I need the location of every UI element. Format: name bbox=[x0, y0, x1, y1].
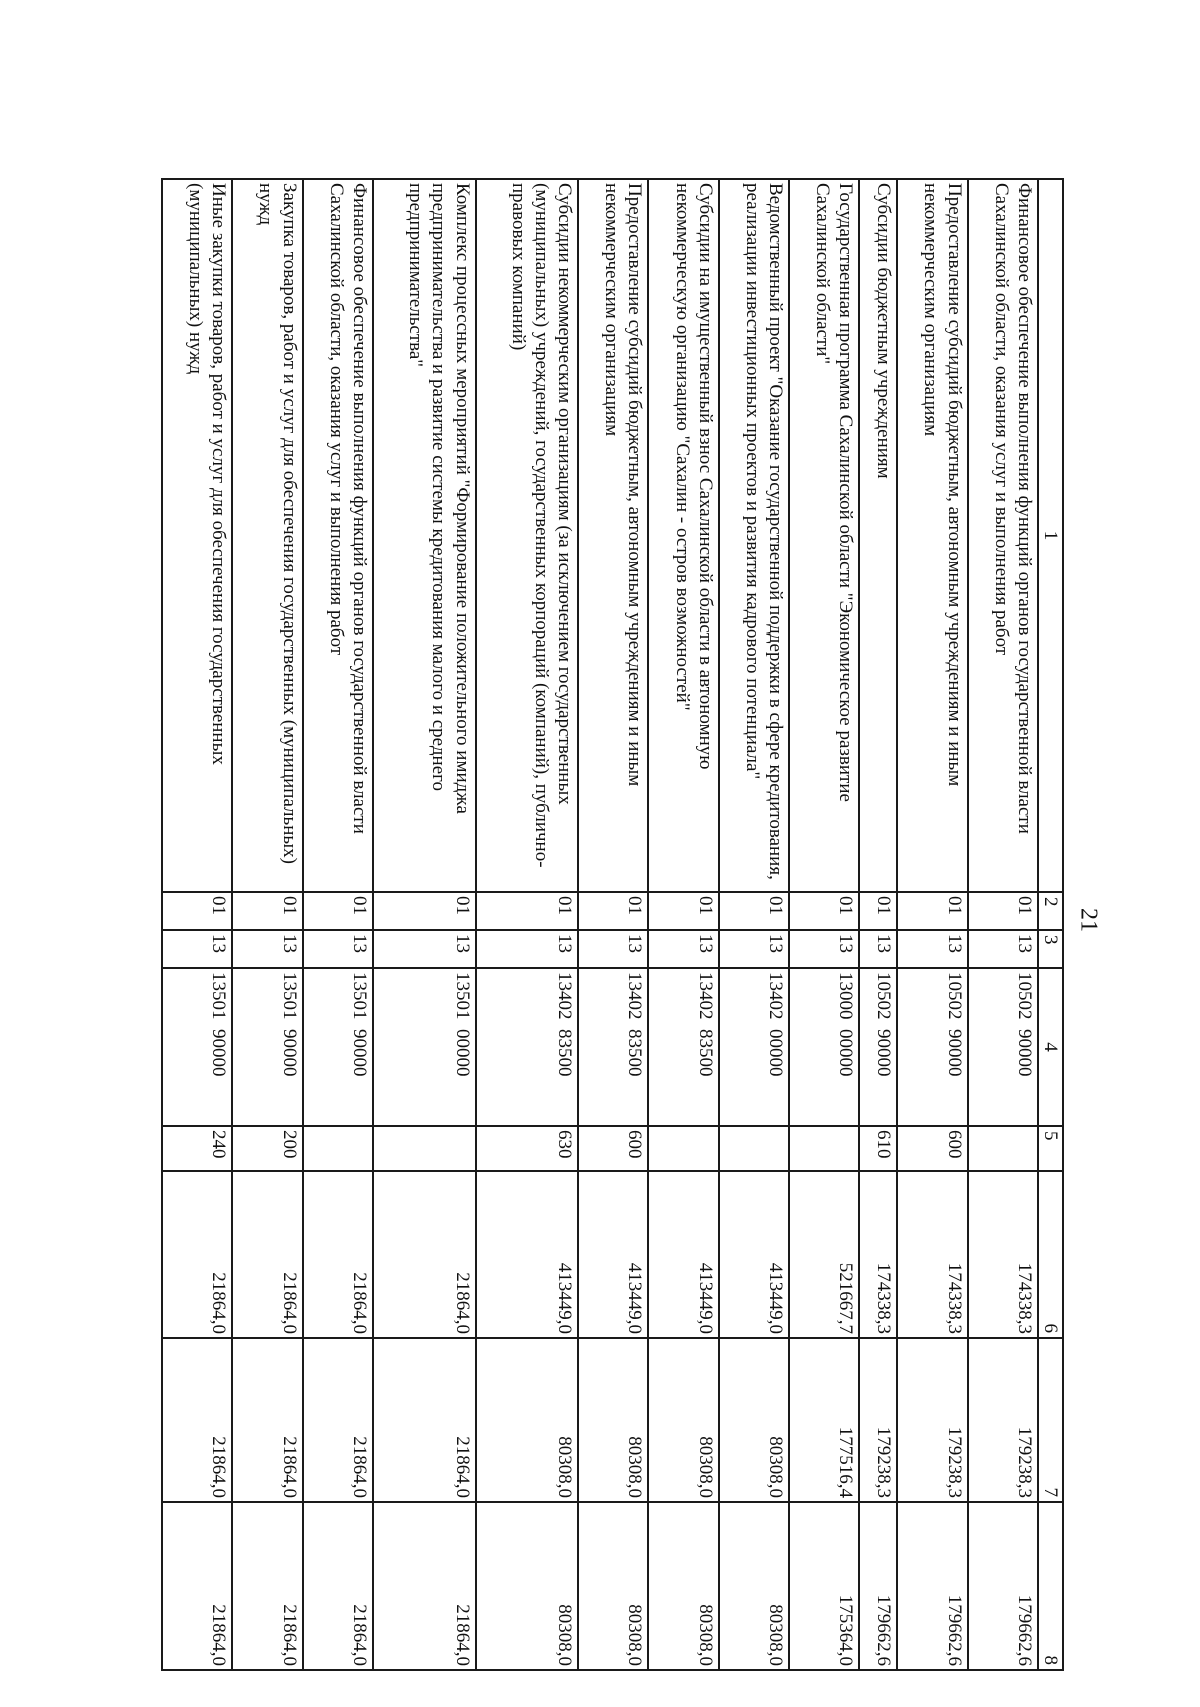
row-target-item: 10502 90000 bbox=[897, 968, 967, 1126]
row-amount-1: 174338,3 bbox=[897, 1171, 967, 1338]
row-subsection: 13 bbox=[476, 930, 579, 968]
row-amount-2: 80308,0 bbox=[476, 1338, 579, 1502]
row-subsection: 13 bbox=[859, 930, 897, 968]
row-amount-2: 179238,3 bbox=[859, 1338, 897, 1502]
row-expense-type bbox=[373, 1126, 476, 1171]
column-header-name: 1 bbox=[1038, 179, 1063, 892]
row-name: Предоставление субсидий бюджетным, автономным учреждениям и иным некоммерческим организациям bbox=[897, 179, 967, 892]
row-amount-1: 521667,7 bbox=[789, 1171, 859, 1338]
table-row bbox=[578, 179, 648, 1670]
row-subsection: 13 bbox=[373, 930, 476, 968]
row-expense-type: 610 bbox=[859, 1126, 897, 1171]
row-section: 01 bbox=[719, 892, 789, 930]
row-amount-2: 21864,0 bbox=[373, 1338, 476, 1502]
table-row bbox=[373, 179, 476, 1670]
row-name: Предоставление субсидий бюджетным, автономным учреждениям и иным некоммерческим организациям bbox=[578, 179, 648, 892]
column-header-amount-2: 7 bbox=[1038, 1338, 1063, 1502]
column-header-expense-type: 5 bbox=[1038, 1126, 1063, 1171]
row-amount-3: 80308,0 bbox=[476, 1502, 579, 1670]
row-section: 01 bbox=[859, 892, 897, 930]
row-amount-1: 413449,0 bbox=[649, 1171, 719, 1338]
row-amount-2: 21864,0 bbox=[232, 1338, 302, 1502]
row-name: Субсидии на имущественный взнос Сахалинской области в автономную некоммерческую организацию "Сахалин - остров возможностей" bbox=[649, 179, 719, 892]
row-name: Ведомственный проект "Оказание государственной поддержки в сфере кредитования, реализации инвестиционных проектов и развития кадрового потенциала" bbox=[719, 179, 789, 892]
row-subsection: 13 bbox=[303, 930, 373, 968]
row-section: 01 bbox=[373, 892, 476, 930]
row-section: 01 bbox=[476, 892, 579, 930]
row-target-item: 13402 83500 bbox=[476, 968, 579, 1126]
table-row bbox=[789, 179, 859, 1670]
row-amount-1: 413449,0 bbox=[476, 1171, 579, 1338]
table-row bbox=[897, 179, 967, 1670]
row-name: Субсидии бюджетным учреждениям bbox=[859, 179, 897, 892]
row-target-item: 13501 00000 bbox=[373, 968, 476, 1126]
table-body bbox=[162, 179, 1038, 1670]
page-number: 21 bbox=[1075, 908, 1102, 932]
row-amount-2: 80308,0 bbox=[649, 1338, 719, 1502]
table-rotator bbox=[161, 178, 1064, 1669]
row-target-item: 13402 83500 bbox=[649, 968, 719, 1126]
row-section: 01 bbox=[162, 892, 232, 930]
table-row bbox=[859, 179, 897, 1670]
row-subsection: 13 bbox=[897, 930, 967, 968]
row-amount-1: 413449,0 bbox=[578, 1171, 648, 1338]
column-header-subsection: 3 bbox=[1038, 930, 1063, 968]
row-amount-3: 80308,0 bbox=[578, 1502, 648, 1670]
row-amount-3: 80308,0 bbox=[719, 1502, 789, 1670]
row-amount-1: 21864,0 bbox=[373, 1171, 476, 1338]
row-amount-2: 177516,4 bbox=[789, 1338, 859, 1502]
column-header-section: 2 bbox=[1038, 892, 1063, 930]
row-name: Иные закупки товаров, работ и услуг для обеспечения государственных (муниципальных) нужд bbox=[162, 179, 232, 892]
row-expense-type bbox=[719, 1126, 789, 1171]
column-header-amount-3: 8 bbox=[1038, 1502, 1063, 1670]
table-row bbox=[476, 179, 579, 1670]
row-subsection: 13 bbox=[578, 930, 648, 968]
row-target-item: 13501 90000 bbox=[232, 968, 302, 1126]
row-subsection: 13 bbox=[162, 930, 232, 968]
rotated-table-area bbox=[161, 178, 1064, 1669]
row-expense-type: 600 bbox=[897, 1126, 967, 1171]
row-amount-3: 21864,0 bbox=[373, 1502, 476, 1670]
row-amount-2: 80308,0 bbox=[578, 1338, 648, 1502]
row-amount-1: 174338,3 bbox=[968, 1171, 1038, 1338]
row-expense-type bbox=[789, 1126, 859, 1171]
row-amount-2: 179238,3 bbox=[968, 1338, 1038, 1502]
column-header-target-item: 4 bbox=[1038, 968, 1063, 1126]
row-expense-type: 200 bbox=[232, 1126, 302, 1171]
row-target-item: 13501 90000 bbox=[303, 968, 373, 1126]
table-row bbox=[968, 179, 1038, 1670]
row-name: Закупка товаров, работ и услуг для обеспечения государственных (муниципальных) нужд bbox=[232, 179, 302, 892]
table-row bbox=[649, 179, 719, 1670]
row-expense-type bbox=[968, 1126, 1038, 1171]
row-amount-3: 179662,6 bbox=[968, 1502, 1038, 1670]
row-amount-1: 21864,0 bbox=[303, 1171, 373, 1338]
row-section: 01 bbox=[649, 892, 719, 930]
row-name: Комплекс процессных мероприятий "Формирование положительного имиджа предпринимательства и развитие системы кредитования малого и среднего предпринимательства" bbox=[373, 179, 476, 892]
row-target-item: 13402 00000 bbox=[719, 968, 789, 1126]
row-expense-type bbox=[303, 1126, 373, 1171]
row-amount-3: 21864,0 bbox=[162, 1502, 232, 1670]
row-target-item: 13000 00000 bbox=[789, 968, 859, 1126]
row-amount-3: 21864,0 bbox=[303, 1502, 373, 1670]
table-row bbox=[303, 179, 373, 1670]
row-amount-3: 179662,6 bbox=[859, 1502, 897, 1670]
table-row bbox=[232, 179, 302, 1670]
row-section: 01 bbox=[789, 892, 859, 930]
header-row bbox=[1038, 179, 1063, 1670]
row-amount-2: 21864,0 bbox=[162, 1338, 232, 1502]
row-amount-2: 21864,0 bbox=[303, 1338, 373, 1502]
row-expense-type: 600 bbox=[578, 1126, 648, 1171]
row-name: Финансовое обеспечение выполнения функций органов государственной власти Сахалинской области, оказания услуг и выполнения работ bbox=[303, 179, 373, 892]
column-header-amount-1: 6 bbox=[1038, 1171, 1063, 1338]
row-expense-type bbox=[649, 1126, 719, 1171]
row-amount-1: 413449,0 bbox=[719, 1171, 789, 1338]
row-section: 01 bbox=[303, 892, 373, 930]
budget-table bbox=[161, 178, 1064, 1671]
row-amount-1: 21864,0 bbox=[162, 1171, 232, 1338]
row-name: Субсидии некоммерческим организациям (за исключением государственных (муниципальных) учреждений, государственных корпораций (компаний), публично-правовых компаний) bbox=[476, 179, 579, 892]
row-name: Государственная программа Сахалинской области "Экономическое развитие Сахалинской области" bbox=[789, 179, 859, 892]
row-amount-1: 21864,0 bbox=[232, 1171, 302, 1338]
row-subsection: 13 bbox=[968, 930, 1038, 968]
row-subsection: 13 bbox=[789, 930, 859, 968]
row-amount-1: 174338,3 bbox=[859, 1171, 897, 1338]
row-subsection: 13 bbox=[649, 930, 719, 968]
row-expense-type: 240 bbox=[162, 1126, 232, 1171]
row-target-item: 13501 90000 bbox=[162, 968, 232, 1126]
row-amount-3: 179662,6 bbox=[897, 1502, 967, 1670]
row-section: 01 bbox=[232, 892, 302, 930]
table-row bbox=[162, 179, 232, 1670]
row-target-item: 13402 83500 bbox=[578, 968, 648, 1126]
row-section: 01 bbox=[578, 892, 648, 930]
row-amount-3: 80308,0 bbox=[649, 1502, 719, 1670]
row-section: 01 bbox=[897, 892, 967, 930]
row-target-item: 10502 90000 bbox=[968, 968, 1038, 1126]
row-subsection: 13 bbox=[232, 930, 302, 968]
row-section: 01 bbox=[968, 892, 1038, 930]
row-amount-2: 80308,0 bbox=[719, 1338, 789, 1502]
row-amount-3: 175364,0 bbox=[789, 1502, 859, 1670]
row-subsection: 13 bbox=[719, 930, 789, 968]
row-expense-type: 630 bbox=[476, 1126, 579, 1171]
row-amount-2: 179238,3 bbox=[897, 1338, 967, 1502]
table-row bbox=[719, 179, 789, 1670]
row-name: Финансовое обеспечение выполнения функций органов государственной власти Сахалинской области, оказания услуг и выполнения работ bbox=[968, 179, 1038, 892]
row-amount-3: 21864,0 bbox=[232, 1502, 302, 1670]
row-target-item: 10502 90000 bbox=[859, 968, 897, 1126]
